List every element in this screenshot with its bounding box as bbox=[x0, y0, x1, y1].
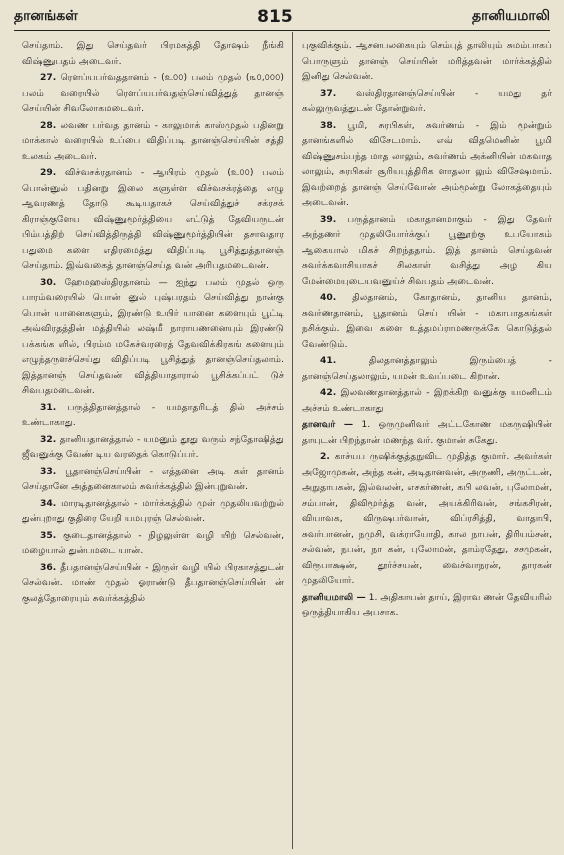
entry-text: திலதானம், கோதானம், தானிய தானம், சுவர்ணதானம், பூதானம் செய் யின் - மகாபாதகங்கள் நசிக்கும். இவை களை உத்தமப்ராமணருக்கே கொடுத்தல் வேண்டும். bbox=[302, 292, 552, 350]
entry-paragraph bbox=[302, 417, 552, 448]
entry-text: பருத்தானம் மகாதானமாகும் - இது தேவர் அந்தணர் முதலியோர்க்குப் பூணூற்கு உபயோகம் ஆகையால் மிகச் சிறந்ததாம். இத் தானம் செய்தவன் சுவர்க்கவாசியாகச் சிலகாள் வசித்து அழ கிய மேன்மையுடையவனுய்ச் சிவபதம் அடைவன். bbox=[302, 213, 552, 287]
entry-text: செய்தாம். இது செய்தவர் பிரமகத்தி தோஷம் நீங்கி விஷ்ணுபதம் அடைவர். bbox=[22, 40, 284, 67]
entry-paragraph bbox=[22, 432, 284, 463]
entry-number: 35. bbox=[40, 529, 57, 541]
entry-number: 27. bbox=[40, 72, 57, 83]
entry-paragraph bbox=[302, 38, 552, 85]
entry-number: 40. bbox=[320, 292, 337, 303]
entry-number: 37. bbox=[320, 87, 337, 99]
entry-number: 28. bbox=[40, 119, 57, 131]
entry-paragraph bbox=[302, 290, 552, 352]
entry-text: பருத்திதானத்தால் - யமதாதரிடத் தில் அச்சம் உண்டாகாது. bbox=[22, 401, 284, 428]
entry-text: புகுவிக்கும். ஆசனபலகையும் செம்புத் தாலியும் சுமம்பாகப் பொருளும் தானஞ் செய்யின் மரித்தவன் மார்க்கத்தில் இனிது செல்வன். bbox=[302, 40, 552, 82]
entry-text: தீபதானஞ்செய்யின் - இருள் வழி யில் பிரகாசத்துடன் செல்வன். மாண் முதல் ஓராண்டு தீபதானஞ்செய்யின் ன் குலத்தோரையும் சுவர்க்கத்தில் bbox=[22, 561, 284, 604]
right-column bbox=[302, 38, 552, 622]
header-right-title: தானியமாலி bbox=[471, 8, 550, 24]
header-rule bbox=[14, 30, 550, 31]
entry-paragraph bbox=[22, 496, 284, 527]
entry-text: திலதானத்தாலும் இரும்பைத் - தானஞ்செய்தலாலும், யமன் உவப்படை கிறான். bbox=[302, 355, 553, 382]
entry-paragraph bbox=[22, 464, 284, 495]
entry-text: வஸ்திரதானஞ்செய்யின் - யமது தர் கல்லுருவத்துடன் தோன்றுவர். bbox=[302, 87, 552, 114]
entry-number: 41. bbox=[320, 355, 337, 366]
entry-text: விச்வசக்ரதானம் - ஆயிரம் முதல் (உ௦௦) பலம் பொன்னுல் பதினறு இலை களுள்ள விச்வசக்ரத்தை எழு ஆவரணத் தோடு கூடியதாகச் செய்வித்துச் சக்ரசக் கிராஞ்குளேய விஷ்ணுமூர்த்தியை எட்டுத் தேவியருடன் பிம்பத்திற் செய்வித்திருத்தி விஷ்ணுமூர்த்தியின் தசாவதார பதுமை களை எதிரமைத்து விதிப்படி பூசித்துத்தானஞ் செய்தாம். இவ்வகைத் தானஞ்செய்த வன் அரிபதமடைவன். bbox=[22, 167, 285, 271]
entry-paragraph bbox=[302, 449, 552, 589]
entry-paragraph bbox=[302, 385, 552, 416]
entry-number: 36. bbox=[40, 561, 57, 573]
entry-paragraph bbox=[302, 353, 552, 384]
entry-headword: தானவர் — bbox=[302, 419, 354, 430]
entry-paragraph bbox=[22, 275, 284, 399]
entry-text: குடைதானத்தால் - நிழலுள்ள வழி யிற் செல்வன், மழையால் துன்பமடை யான். bbox=[22, 529, 284, 556]
entry-headword: தானியமாலி — bbox=[302, 591, 366, 603]
entry-paragraph bbox=[22, 528, 284, 559]
entry-paragraph bbox=[22, 118, 284, 165]
entry-text: தானியதானத்தால் - யமனும் தூது வரும் சந்தோஷித்து ஜீவனுக்கு வேண் டிய வரதைக் கொடுப்பர். bbox=[22, 433, 285, 460]
entry-paragraph bbox=[302, 212, 552, 290]
entry-text: 1. ஒருமுனிவர் அட்டகோண மகருஷியின் தாயுடன் பிறந்தான் மணந்த வர். குமான் சுகேது. bbox=[302, 419, 552, 446]
entry-number: 32. bbox=[40, 433, 57, 445]
entry-text: 1. அதிகாயன் தாய், இராவ ணன் தேவியரில் ஒருத்தியாகிய அபசாக. bbox=[302, 591, 553, 618]
entry-text: பூதானஞ்செய்யின் - எத்தனை அடி கள் தானம் செய்தானே அத்தனைகாலம் சுவர்க்கத்தில் இன்புறுவன். bbox=[22, 465, 284, 492]
entry-text: காச்யப ருஷிக்குத்தநுவிட முதித்த குமார். அவர்கள் அஜோமுகன், அந்த கன், அடிதானவன், அருணி, அருட்டன், அநுதாபகன், இல்வலன், எசகர்ணன், கபி லவன், புலோமன், சம்பான், திவிமூர்த்த வன், அயக்கிரிவன், சங்கசிரன், வியாவக, விருஷபர்வான், விப்ரசித்தி, வாதாபி, சுவர்பானன், நமுசி, வக்ராயோதி, கால நாபன், திரியம்சன், சல்வன், நபன், நா கன், புலோமன், தாம்ரதேது, சசமுகன், விரூபாக்ஷன், தூர்ச்சயன், வைச்வாநரன், தாரகன் முதலியோர். bbox=[302, 451, 552, 586]
entry-paragraph bbox=[22, 400, 284, 431]
entry-text: ரௌப்யபர்வததானம் - (உ௦௦) பலம் முதல் (௩௦,௦௦௦) பலம் வரையில் ரௌப்யபர்வதஞ்செய்வித்துத் தானஞ் செய்யின் சிவலோகமடைவர். bbox=[22, 72, 284, 114]
entry-text: லவண பர்வத தானம் - காலுமாக் காஸ்முதல் பதினறு மாக்கால் வரையில் உப்பை விதிப்படி தானஞ்செய்யின் சத்தி உலகம் அடைவர். bbox=[22, 119, 284, 162]
entry-paragraph bbox=[22, 165, 284, 274]
entry-number: 33. bbox=[40, 465, 57, 477]
entry-number: 42. bbox=[320, 387, 337, 398]
entry-number: 2. bbox=[320, 451, 330, 462]
left-column bbox=[22, 38, 284, 607]
entry-paragraph bbox=[302, 86, 552, 117]
entry-text: ஹேமஹஸ்திரதானம் — ஐந்து பலம் முதல் ஒரு பாரம்வரையில் பொன் னுல் புஷ்பரதம் செய்வித்து நான்கு பொன் யானைகளும், இரண்டு உயிர் யானை களையும் பூட்டி அவ்விரதத்தின் மத்தியில் லஷ்மீ நாராயணனையும் இரண்டு பக்கங்க ளில், பிரம்ம மகேச்வரரைத் தேவவிக்கிரகங் களையும் எழுந்தருளச்செய்து விதிப்படி பூசித்துத் தானஞ்செய்தலாம். இத்தானஞ் செய்தவன் வித்தியாதாரால் பூசிக்கப்பட் டுச் சிவபதமடைவன். bbox=[22, 276, 285, 396]
entry-number: 31. bbox=[40, 401, 57, 413]
entry-text: மாரடிதானத்தால் - மார்க்கத்தில் முள் முதலியவற்றுல் துன்புறாது குதிரை யேறி யமபுரஞ் செல்வன். bbox=[22, 497, 284, 524]
entry-text: பூமி, சுரபிகள், சுவர்ணம் - இம் மூன்றும் தானங்களில் விசேடமாம். எவ் விதமெனின் பூமி விஷ்ணுசம்பந்த மாத லாலும், சுவர்ணம் அக்னியின் மகவாத லாலும், சுரபிகள் சூரியபுத்திரிக ளாதலா லும் விசேஷமாம். இவற்றைத் தானஞ் செய்வோன் அம்மூன்று லோகத்தையும் அடைவன். bbox=[302, 119, 552, 208]
entry-paragraph bbox=[22, 560, 284, 607]
page-header bbox=[14, 4, 550, 30]
entry-number: 30. bbox=[40, 276, 57, 288]
entry-paragraph bbox=[302, 590, 552, 621]
column-divider bbox=[292, 32, 293, 849]
entry-paragraph bbox=[22, 38, 284, 69]
entry-number: 29. bbox=[40, 167, 57, 178]
header-left-title: தானங்கள் bbox=[14, 8, 78, 24]
page-number: 815 bbox=[257, 7, 293, 27]
entry-number: 34. bbox=[40, 497, 57, 509]
entry-text: இலவணதானத்தால் - இறக்கிற வனுக்கு யமனிடம் அச்சம் உண்டாகாது bbox=[302, 387, 552, 414]
entry-paragraph bbox=[22, 70, 284, 117]
entry-number: 38. bbox=[320, 119, 337, 131]
entry-number: 39. bbox=[320, 213, 337, 225]
entry-paragraph bbox=[302, 118, 552, 211]
